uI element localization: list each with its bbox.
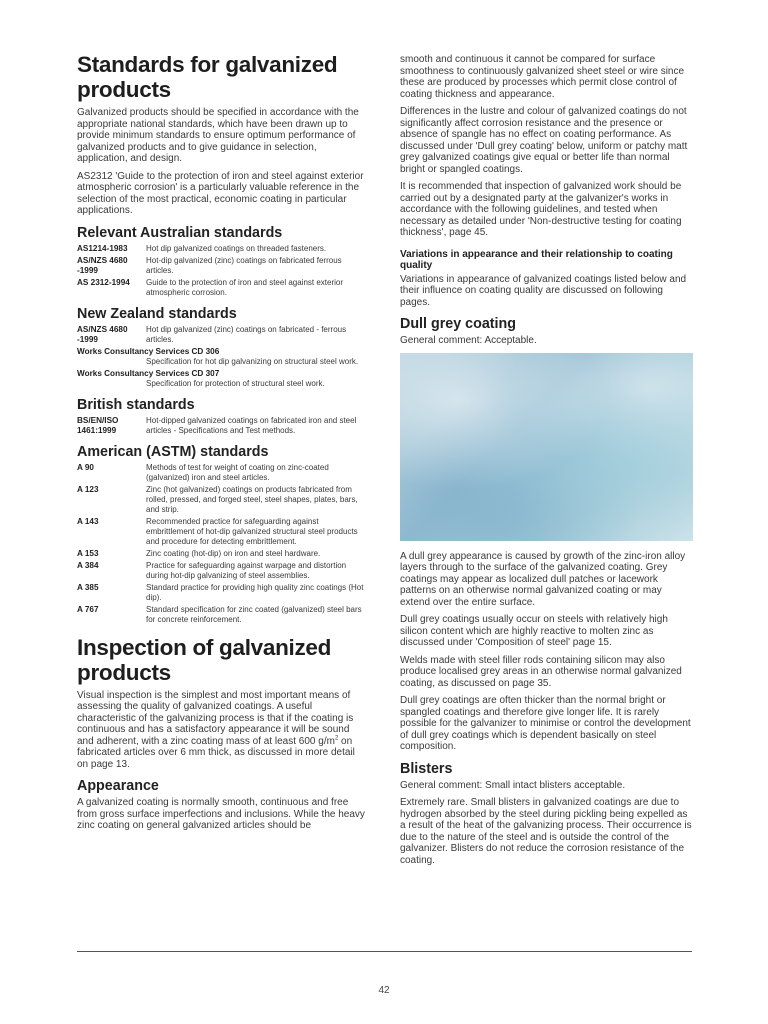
standard-row <box>77 517 366 547</box>
standard-row <box>77 463 366 483</box>
standard-block-desc: Specification for protection of structural steel work. <box>146 378 325 388</box>
standard-row <box>77 256 366 276</box>
appearance-paragraph: A galvanized coating is normally smooth, continuous and free from gross surface imperfections and inclusions. While the heavy zinc coating on general galvanized articles should be <box>77 797 365 831</box>
variations-paragraph: Variations in appearance of galvanized coatings listed below and their influence on coating quality are discussed on following pages. <box>400 273 687 308</box>
standard-row <box>77 416 366 436</box>
dull-grey-heading: Dull grey coating <box>400 316 516 332</box>
british-standards-heading: British standards <box>77 396 195 413</box>
standard-row <box>77 325 366 345</box>
standard-desc: Zinc coating (hot-dip) on iron and steel hardware. <box>146 548 321 558</box>
standard-desc: Hot dip galvanized (zinc) coatings on fabricated - ferrous articles. <box>146 324 347 344</box>
appearance-heading: Appearance <box>77 778 159 794</box>
astm-standards-heading: American (ASTM) standards <box>77 443 269 460</box>
visual-inspection-text-b: on fabricated articles over 6 mm thick, as discussed in more detail on page 13. <box>77 735 355 770</box>
standard-code: A 385 <box>77 582 99 592</box>
inspection-recommendation-paragraph: It is recommended that inspection of galvanized work should be carried out by a designated party at the galvanizer's works in accordance with the following guidelines, and tested when necessary as detailed under 'Non-destructive testing for coating thickness', page 45. <box>400 181 682 238</box>
dull-grey-comment: General comment: Acceptable. <box>400 335 537 346</box>
section-title-standards: Standards for galvanized products <box>77 52 338 102</box>
page-number: 42 <box>378 985 390 996</box>
blisters-paragraph: Extremely rare. Small blisters in galvanized coatings are due to hydrogen absorbed by the steel during pickling being expelled as a result of the heat of the galvanizing process. Their occurrence is due to the nature of the steel and is outside the control of the galvanizer. Blisters do not reduce the corrosion resistance of the coating. <box>400 797 692 866</box>
right-column <box>400 54 692 872</box>
standard-code: A 143 <box>77 516 99 526</box>
standard-row <box>77 485 366 515</box>
dull-grey-paragraph-3: Welds made with steel filler rods containing silicon may also produce localised grey areas in an otherwise normal galvanized coating, as discussed on page 35. <box>400 654 682 689</box>
nz-standards-list <box>77 325 366 389</box>
section-title-inspection: Inspection of galvanized products <box>77 634 332 685</box>
standard-code: A 767 <box>77 604 99 614</box>
british-standards-list <box>77 416 366 436</box>
standard-code: A 123 <box>77 484 99 494</box>
standard-desc: Hot-dip galvanized (zinc) coatings on fabricated ferrous articles. <box>146 255 342 275</box>
nz-standards-heading: New Zealand standards <box>77 305 237 322</box>
blisters-heading: Blisters <box>400 760 453 777</box>
standard-code: A 90 <box>77 462 94 472</box>
visual-inspection-paragraph <box>77 690 366 771</box>
intro-paragraph: Galvanized products should be specified in accordance with the appropriate national standards, which have been drawn up to provide minimum standards to ensure optimum performance of galvanized products and to give guidance in selection, application, and design. <box>77 107 359 164</box>
standard-desc: Practice for safeguarding against warpage and distortion during hot-dip galvanizing of steel assemblies. <box>146 560 347 580</box>
standard-desc: Guide to the protection of iron and steel against exterior atmospheric corrosion. <box>146 277 344 297</box>
visual-inspection-text-a: Visual inspection is the simplest and most important means of assessing the quality of galvanized coatings. A useful characteristic of the galvanizing process is that if the coating is continuous and has a satisfactory appearance it will be sound and adherent, with a zinc coating mass of at least 600 g/m <box>77 689 354 747</box>
standard-desc: Zinc (hot galvanized) coatings on products fabricated from rolled, pressed, and forged steel, steel shapes, plates, bars, and strip. <box>146 484 358 514</box>
standard-row <box>77 583 366 603</box>
footer-rule <box>77 951 692 952</box>
as2312-paragraph: AS2312 'Guide to the protection of iron and steel against exterior atmospheric corrosion' is a particularly valuable reference in the selection of the most practical, economic coating in particular applications. <box>77 170 364 216</box>
left-column <box>77 52 366 838</box>
standard-code: A 153 <box>77 548 99 558</box>
smoothness-paragraph: smooth and continuous it cannot be compared for surface smoothness to continuously galvanized sheet steel or wire since these are produced by processes which permit close control of coating thickness and appearance. <box>400 54 685 100</box>
standard-desc: Standard practice for providing high quality zinc coatings (Hot dip). <box>146 582 364 602</box>
standard-block-desc: Specification for hot dip galvanizing on structural steel work. <box>146 356 359 366</box>
standard-block <box>77 347 366 367</box>
standard-code: AS 2312-1994 <box>77 277 130 287</box>
blisters-comment: General comment: Small intact blisters acceptable. <box>400 779 626 791</box>
dull-grey-paragraph-4: Dull grey coatings are often thicker than the normal bright or spangled coatings and therefore give longer life. It is rarely possible for the galvanizer to minimise or control the development of dull grey coatings which is dependent basically on steel composition. <box>400 695 691 752</box>
dull-grey-paragraph-1: A dull grey appearance is caused by growth of the zinc-iron alloy layers through to the surface of the galvanized coating. Grey coatings may appear as localized dull patches or lacework patterns on an otherwise normal galvanized coating or may extend over the entire surface. <box>400 550 686 608</box>
australian-standards-heading: Relevant Australian standards <box>77 224 283 241</box>
standard-desc: Methods of test for weight of coating on zinc-coated (galvanized) iron and steel articles. <box>146 462 329 482</box>
dull-grey-coating-photo <box>400 353 693 541</box>
standard-desc: Standard specification for zinc coated (galvanized) steel bars for concrete reinforcement. <box>146 604 362 624</box>
lustre-paragraph: Differences in the lustre and colour of galvanized coatings do not significantly affect corrosion resistance and the presence or absence of spangle has no effect on coating performance. As discussed under 'Dull grey coating' below, uniform or patchy matt grey galvanized coatings give equal or better life than normal bright or spangled coatings. <box>400 106 688 175</box>
astm-standards-list <box>77 463 366 625</box>
standard-code: AS/NZS 4680 -1999 <box>77 255 128 275</box>
standard-code: AS1214-1983 <box>77 243 128 253</box>
standard-code: BS/EN/ISO 1461:1999 <box>77 415 119 435</box>
standard-code: AS/NZS 4680 -1999 <box>77 324 128 344</box>
standard-row <box>77 244 366 254</box>
standard-block-heading: Works Consultancy Services CD 306 <box>77 346 220 356</box>
dull-grey-paragraph-2: Dull grey coatings usually occur on steels with relatively high silicon content which are highly reactive to molten zinc as discussed under 'Composition of steel' page 15. <box>400 614 668 648</box>
standard-row <box>77 561 366 581</box>
australian-standards-list <box>77 244 366 298</box>
superscript-2: 2 <box>334 735 339 742</box>
standard-row <box>77 278 366 298</box>
standard-desc: Hot-dipped galvanized coatings on fabricated iron and steel articles - Specifications and Test methods. <box>146 415 357 435</box>
standard-block <box>77 369 366 389</box>
standard-row <box>77 549 366 559</box>
standard-row <box>77 605 366 625</box>
variations-heading: Variations in appearance and their relationship to coating quality <box>400 248 673 271</box>
standard-code: A 384 <box>77 560 99 570</box>
standard-desc: Recommended practice for safeguarding against embrittlement of hot-dip galvanized structural steel products and procedure for detecting embrittlement. <box>146 516 358 546</box>
standard-desc: Hot dip galvanized coatings on threaded fasteners. <box>146 243 327 253</box>
standard-block-heading: Works Consultancy Services CD 307 <box>77 368 220 378</box>
